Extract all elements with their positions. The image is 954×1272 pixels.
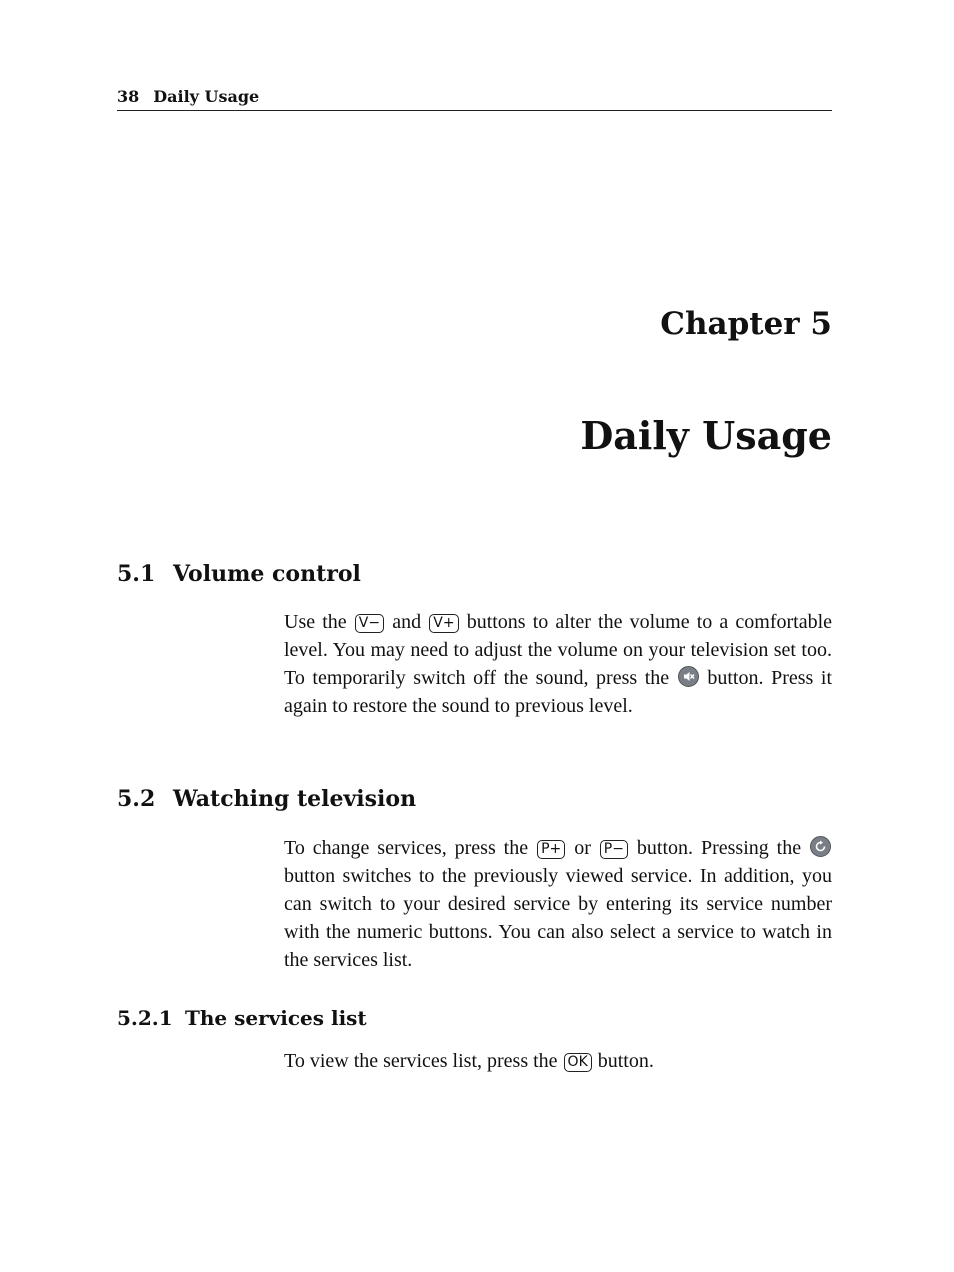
- recall-icon: [810, 836, 831, 857]
- section-heading-watching-television: [117, 784, 416, 814]
- text: To change services, press the: [284, 837, 529, 859]
- text: or: [574, 837, 591, 859]
- program-up-key: P+: [537, 840, 565, 859]
- subsection-number: 5.2.1: [117, 1006, 173, 1030]
- subsection-title: The services list: [185, 1006, 367, 1030]
- volume-down-key: V−: [355, 614, 384, 633]
- page-number: 38: [117, 87, 140, 106]
- text: To view the services list, press the: [284, 1050, 558, 1072]
- section-title: Volume control: [173, 561, 361, 587]
- ok-key: OK: [564, 1053, 592, 1072]
- subsection-heading-services-list: [117, 1003, 367, 1033]
- services-list-paragraph: [284, 1047, 832, 1075]
- running-title: Daily Usage: [153, 87, 260, 106]
- chapter-title: Daily Usage: [580, 413, 832, 458]
- volume-up-key: V+: [429, 614, 458, 633]
- text: buttons to alter the volume to a comfortable level. You may need to adjust the volume on your television set too. To temporarily switch off the sound, press the: [284, 611, 833, 689]
- text: button. Press it again to restore the sound to previous level.: [284, 667, 833, 717]
- section-title: Watching television: [173, 786, 417, 812]
- text: button. Pressing the: [636, 837, 802, 859]
- running-header: [117, 86, 832, 111]
- section-number: 5.2: [117, 786, 156, 812]
- watching-paragraph: [284, 834, 832, 974]
- text: button switches to the previously viewed service. In addition, you can switch to your desired service by entering its service number with the numeric buttons. You can also select a service to watch in the services list.: [284, 865, 832, 971]
- mute-icon: [678, 666, 699, 687]
- text: Use the: [284, 611, 347, 633]
- program-down-key: P−: [600, 840, 628, 859]
- section-heading-volume-control: [117, 559, 361, 589]
- section-number: 5.1: [117, 561, 156, 587]
- text: button.: [597, 1050, 654, 1072]
- volume-paragraph: [284, 608, 832, 720]
- chapter-label: Chapter 5: [660, 306, 832, 342]
- text: and: [392, 611, 422, 633]
